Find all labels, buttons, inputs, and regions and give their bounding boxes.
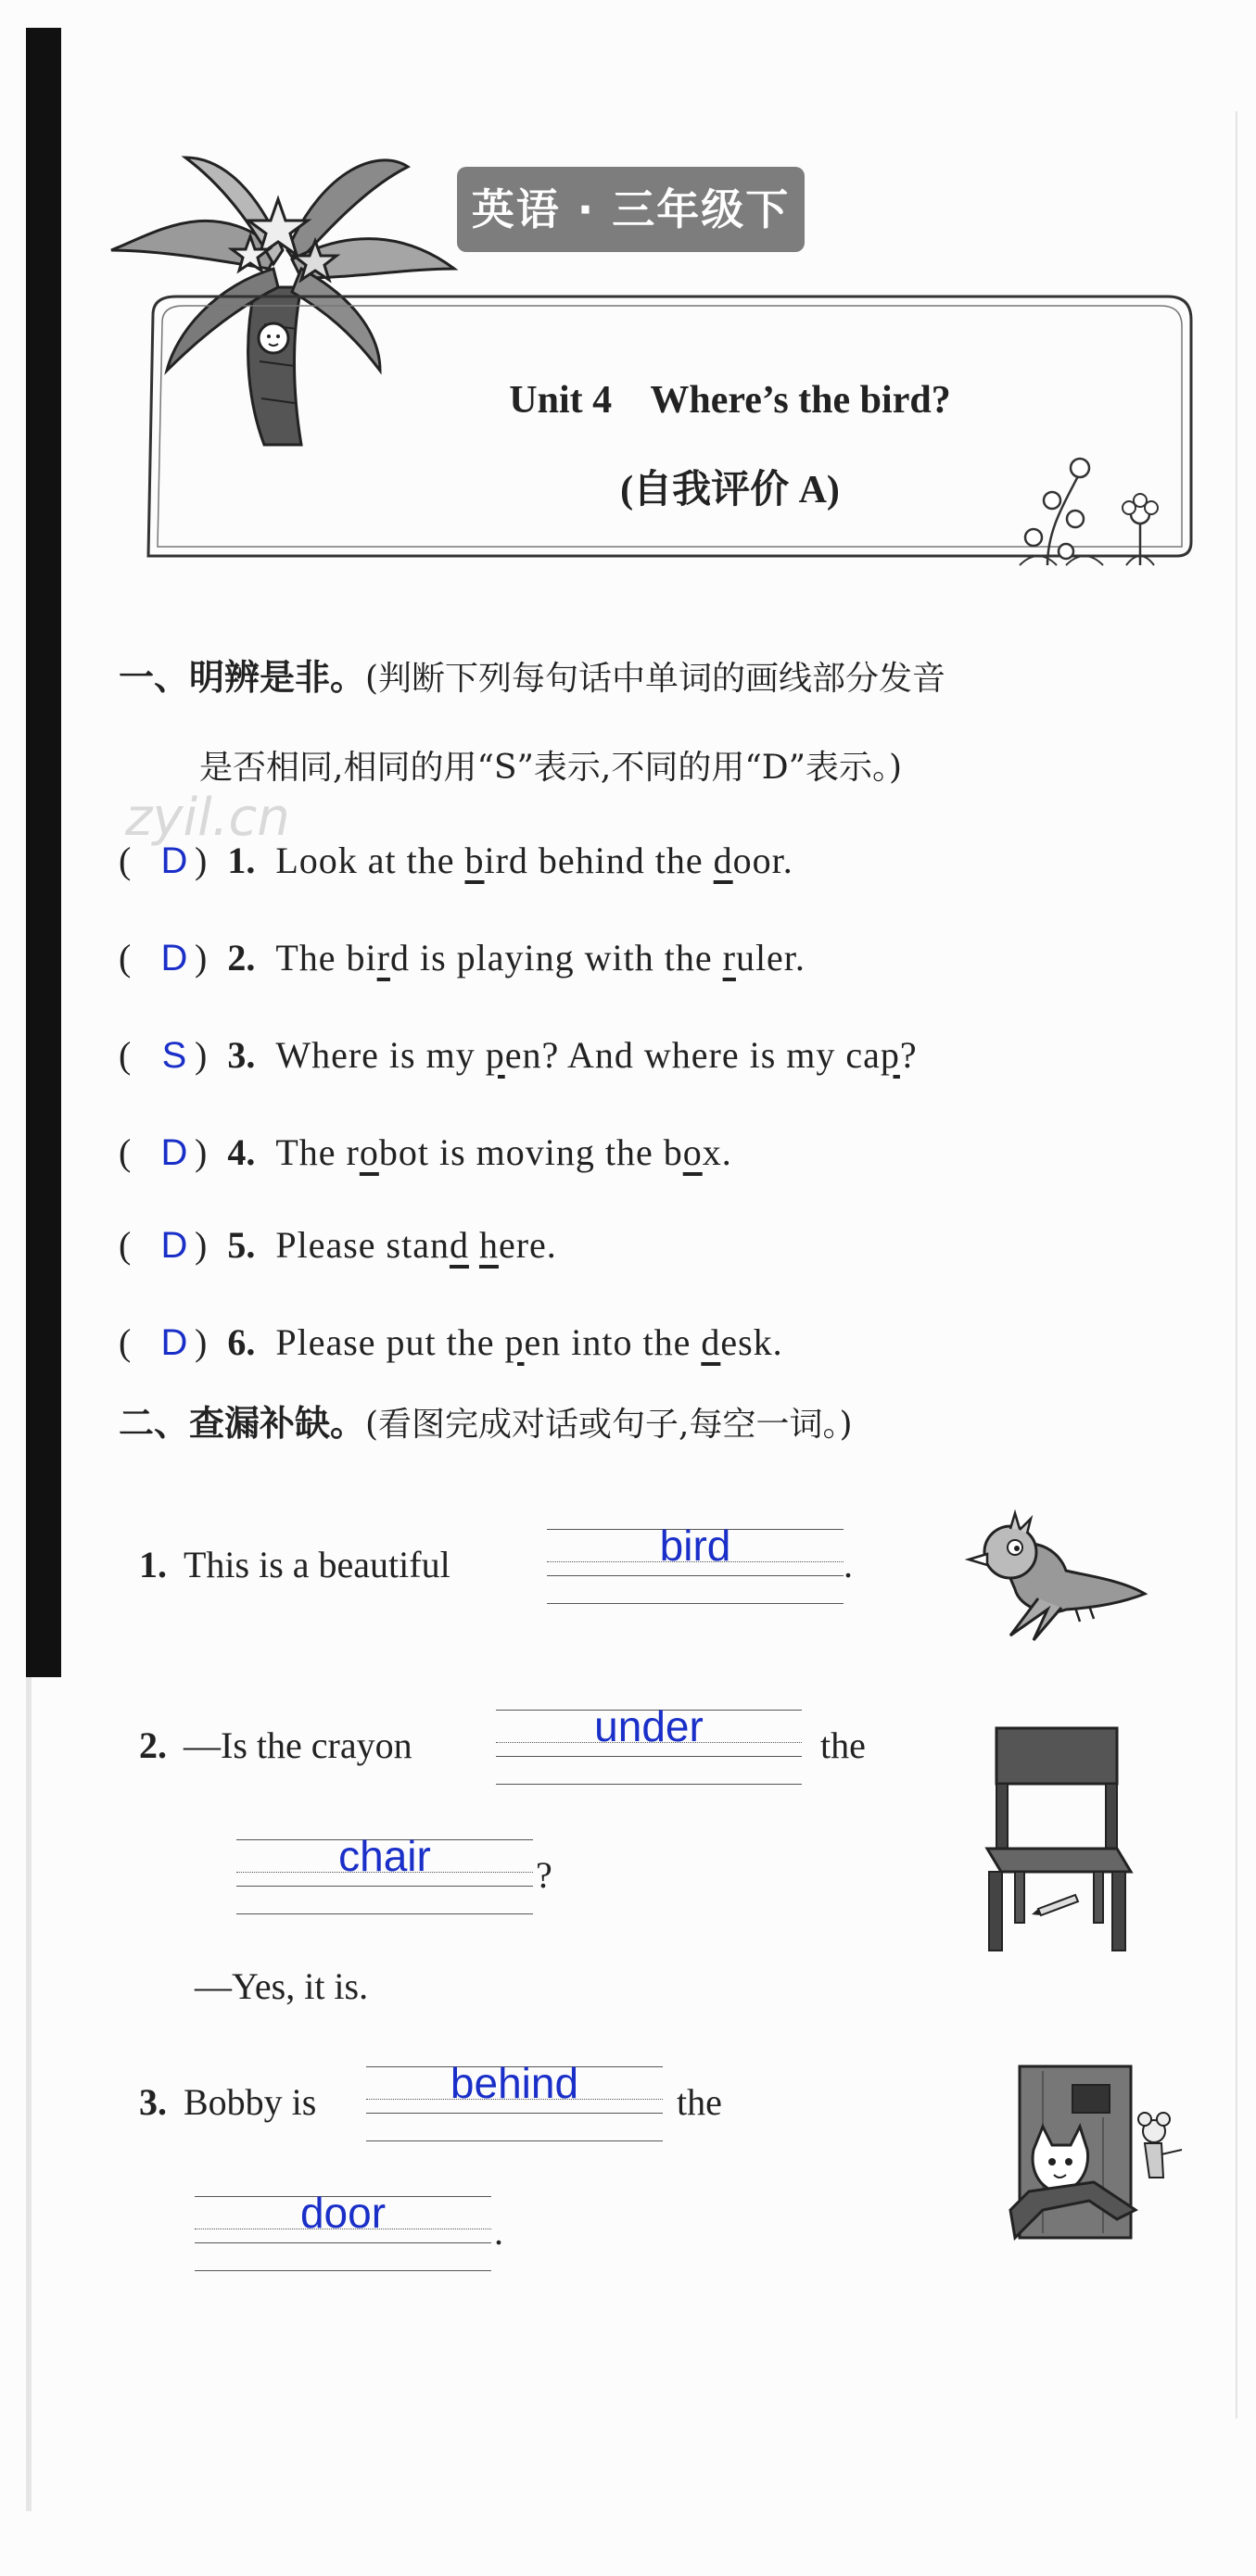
answer-blank[interactable]	[496, 1702, 802, 1788]
judgement-item: ( D ) 6. Please put the pen into the desk.	[119, 1321, 783, 1363]
section1-instruction: 是否相同,相同的用“S”表示,不同的用“D”表示。)	[199, 749, 903, 787]
underlined-letter: o	[682, 1131, 703, 1173]
underlined-letter: p	[485, 1034, 505, 1076]
answer-text[interactable]: D	[160, 1132, 188, 1173]
question-text: the	[677, 2081, 722, 2123]
sentence-text: The bi	[275, 937, 377, 979]
judgement-item: ( D ) 2. The bird is playing with the ruler.	[119, 937, 806, 979]
item-number: 1.	[227, 840, 256, 881]
item-sentence	[275, 1130, 731, 1174]
question-2: 2. —Is the crayon	[139, 1724, 412, 1766]
answer-blank[interactable]	[236, 1832, 533, 1918]
answer-text[interactable]: D	[160, 1225, 188, 1266]
judgement-item: ( D ) 4. The robot is moving the box.	[119, 1131, 732, 1173]
answer-text[interactable]: D	[160, 840, 188, 881]
sentence-text: d is playing with the	[389, 937, 723, 979]
underlined-letter: p	[504, 1321, 525, 1363]
item-number: 4.	[227, 1131, 256, 1173]
answer-blank[interactable]	[366, 2059, 663, 2145]
punctuation: .	[494, 2211, 503, 2253]
watermark: zyil.cn	[125, 788, 290, 848]
door-cat-picture	[1006, 2062, 1191, 2247]
bird-picture	[964, 1506, 1149, 1645]
answer-blank[interactable]	[547, 1524, 844, 1608]
page-edge-shadow	[26, 1677, 32, 2511]
section1-heading: 一、明辨是非。(判断下列每句话中单词的画线部分发音	[119, 657, 946, 698]
sentence-text: uler.	[735, 937, 806, 979]
sentence-text: en? And where is my ca	[504, 1034, 881, 1076]
underlined-letter: b	[464, 840, 485, 881]
flowers-illustration	[992, 436, 1205, 575]
punctuation: .	[844, 1544, 853, 1585]
item-sentence	[275, 1033, 917, 1077]
sentence-text: x.	[702, 1131, 732, 1173]
sentence-text: bot is moving the b	[378, 1131, 683, 1173]
item-number: 2.	[227, 937, 256, 979]
underlined-letter: d	[713, 840, 733, 881]
question-1: 1. This is a beautiful	[139, 1544, 450, 1585]
page-edge-shadow	[1236, 111, 1237, 2418]
chair-picture	[978, 1724, 1135, 1955]
underlined-letter: r	[376, 937, 390, 979]
question-text: the	[820, 1724, 866, 1766]
sentence-text: oor.	[732, 840, 793, 881]
underlined-letter: h	[478, 1224, 499, 1266]
sentence-text: Look at the	[275, 840, 465, 881]
underlined-letter: p	[880, 1034, 900, 1076]
grade-subject-tag: 英语 · 三年级下	[457, 167, 805, 252]
judgement-item: ( S ) 3. Where is my pen? And where is my cap?	[119, 1034, 918, 1076]
answer-text: bird	[659, 1522, 731, 1570]
sentence-text: en into the	[524, 1321, 702, 1363]
answer-text: door	[299, 2189, 387, 2237]
sentence-text: Where is my	[275, 1034, 486, 1076]
item-number: 6.	[227, 1321, 256, 1363]
sentence-text: Please stan	[275, 1224, 450, 1266]
item-sentence	[275, 936, 806, 979]
answer-text[interactable]: D	[160, 938, 188, 979]
underlined-letter: d	[449, 1224, 469, 1266]
punctuation: ?	[536, 1854, 552, 1896]
answer-blank[interactable]	[195, 2191, 491, 2275]
sentence-text: ird behind the	[484, 840, 714, 881]
book-spine-edge	[26, 28, 61, 1677]
sentence-text: The r	[275, 1131, 360, 1173]
underlined-letter: r	[722, 937, 736, 979]
answer-text[interactable]: S	[161, 1035, 187, 1076]
answer-text: chair	[338, 1832, 431, 1880]
sentence-text: Please put the	[275, 1321, 505, 1363]
item-sentence	[275, 839, 793, 882]
unit-title: Unit 4 Where’s the bird?	[509, 379, 951, 422]
answer-text[interactable]: D	[160, 1322, 188, 1363]
sentence-text: ?	[899, 1034, 918, 1076]
self-assessment-subtitle: (自我评价 A)	[620, 469, 840, 511]
underlined-letter: o	[359, 1131, 379, 1173]
item-number: 3.	[227, 1034, 256, 1076]
judgement-item: ( D ) 5. Please stand here.	[119, 1224, 557, 1266]
underlined-letter: d	[701, 1321, 721, 1363]
answer-text: behind	[450, 2059, 579, 2107]
answer-reply: —Yes, it is.	[195, 1965, 369, 2007]
section2-heading: 二、查漏补缺。(看图完成对话或句子,每空一词。)	[119, 1403, 853, 1444]
question-3: 3. Bobby is	[139, 2081, 317, 2123]
answer-text: under	[594, 1702, 704, 1750]
item-sentence	[275, 1320, 782, 1364]
judgement-item: ( D ) 1. Look at the bird behind the door.	[119, 840, 793, 881]
sentence-text	[469, 1224, 479, 1266]
item-sentence	[275, 1223, 556, 1267]
sentence-text: esk.	[720, 1321, 783, 1363]
item-number: 5.	[227, 1224, 256, 1266]
sentence-text: ere.	[498, 1224, 557, 1266]
